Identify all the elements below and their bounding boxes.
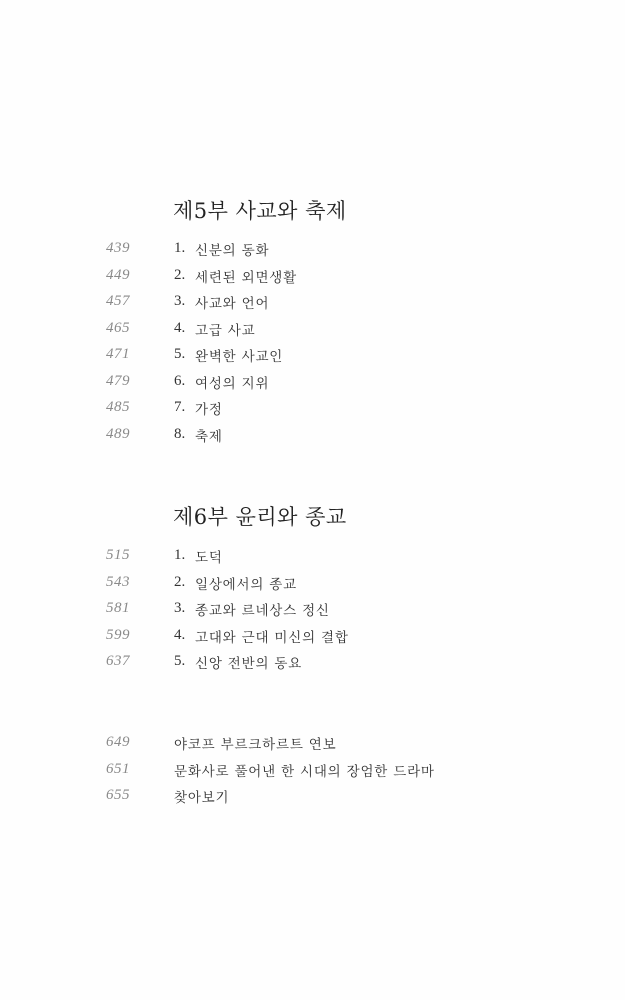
chapter-number: 1. bbox=[174, 547, 186, 563]
chapter-title: 신분의 동화 bbox=[195, 243, 270, 259]
toc-entry[interactable] bbox=[0, 653, 625, 680]
toc-entry[interactable] bbox=[0, 399, 625, 426]
page-number: 515 bbox=[106, 547, 130, 563]
page-number: 655 bbox=[106, 787, 130, 803]
page-number: 439 bbox=[106, 240, 130, 256]
chapter-number: 6. bbox=[174, 372, 186, 389]
toc-entry[interactable] bbox=[0, 267, 625, 294]
page-number: 651 bbox=[106, 760, 130, 777]
toc-entry[interactable] bbox=[0, 240, 625, 267]
toc-entry[interactable] bbox=[0, 600, 625, 627]
chapter-title: 사교와 언어 bbox=[195, 296, 270, 312]
chapter-title: 신앙 전반의 동요 bbox=[195, 656, 303, 672]
page-number: 543 bbox=[106, 573, 130, 590]
toc-entry[interactable] bbox=[0, 320, 625, 347]
part-6-entries bbox=[0, 547, 625, 680]
page-number: 599 bbox=[106, 626, 130, 643]
chapter-number: 1. bbox=[174, 240, 186, 256]
appendix-title: 찾아보기 bbox=[174, 790, 230, 806]
toc-entry[interactable] bbox=[0, 426, 625, 453]
part-6-title: 제6부 윤리와 종교 bbox=[173, 505, 347, 529]
chapter-title: 가정 bbox=[195, 402, 223, 418]
appendix-title: 문화사로 풀어낸 한 시대의 장엄한 드라마 bbox=[174, 763, 435, 780]
chapter-title: 축제 bbox=[195, 428, 223, 445]
appendix-entry[interactable] bbox=[0, 761, 625, 788]
part-5-title: 제5부 사교와 축제 bbox=[173, 199, 347, 223]
chapter-number: 3. bbox=[174, 600, 186, 616]
chapter-title: 고급 사교 bbox=[195, 322, 256, 339]
chapter-number: 2. bbox=[174, 573, 186, 590]
chapter-number: 4. bbox=[174, 626, 186, 643]
page-number: 457 bbox=[106, 293, 130, 309]
chapter-title: 세련된 외면생활 bbox=[195, 269, 297, 286]
chapter-number: 7. bbox=[174, 399, 186, 415]
page-number: 449 bbox=[106, 266, 130, 283]
page-number: 489 bbox=[106, 425, 130, 442]
chapter-number: 3. bbox=[174, 293, 186, 309]
toc-entry[interactable] bbox=[0, 574, 625, 601]
toc-entry[interactable] bbox=[0, 373, 625, 400]
chapter-number: 5. bbox=[174, 653, 186, 669]
chapter-number: 2. bbox=[174, 266, 186, 283]
page-number: 485 bbox=[106, 399, 130, 415]
page-number: 465 bbox=[106, 319, 130, 336]
chapter-number: 4. bbox=[174, 319, 186, 336]
chapter-number: 5. bbox=[174, 346, 186, 362]
chapter-title: 고대와 근대 미신의 결합 bbox=[195, 629, 349, 646]
chapter-title: 여성의 지위 bbox=[195, 375, 270, 392]
appendix-title: 야코프 부르크하르트 연보 bbox=[174, 737, 337, 753]
appendix-entry[interactable] bbox=[0, 734, 625, 761]
page-number: 637 bbox=[106, 653, 130, 669]
chapter-title: 일상에서의 종교 bbox=[195, 576, 297, 593]
toc-entry[interactable] bbox=[0, 627, 625, 654]
appendix-entry[interactable] bbox=[0, 787, 625, 814]
page-number: 471 bbox=[106, 346, 130, 362]
page-number: 479 bbox=[106, 372, 130, 389]
page-number: 581 bbox=[106, 600, 130, 616]
toc-entry[interactable] bbox=[0, 547, 625, 574]
chapter-title: 종교와 르네상스 정신 bbox=[195, 603, 330, 619]
page-number: 649 bbox=[106, 734, 130, 750]
toc-entry[interactable] bbox=[0, 346, 625, 373]
chapter-number: 8. bbox=[174, 425, 186, 442]
chapter-title: 완벽한 사교인 bbox=[195, 349, 284, 365]
part-5-entries bbox=[0, 240, 625, 452]
appendix-entries bbox=[0, 734, 625, 814]
chapter-title: 도덕 bbox=[195, 550, 223, 566]
toc-entry[interactable] bbox=[0, 293, 625, 320]
